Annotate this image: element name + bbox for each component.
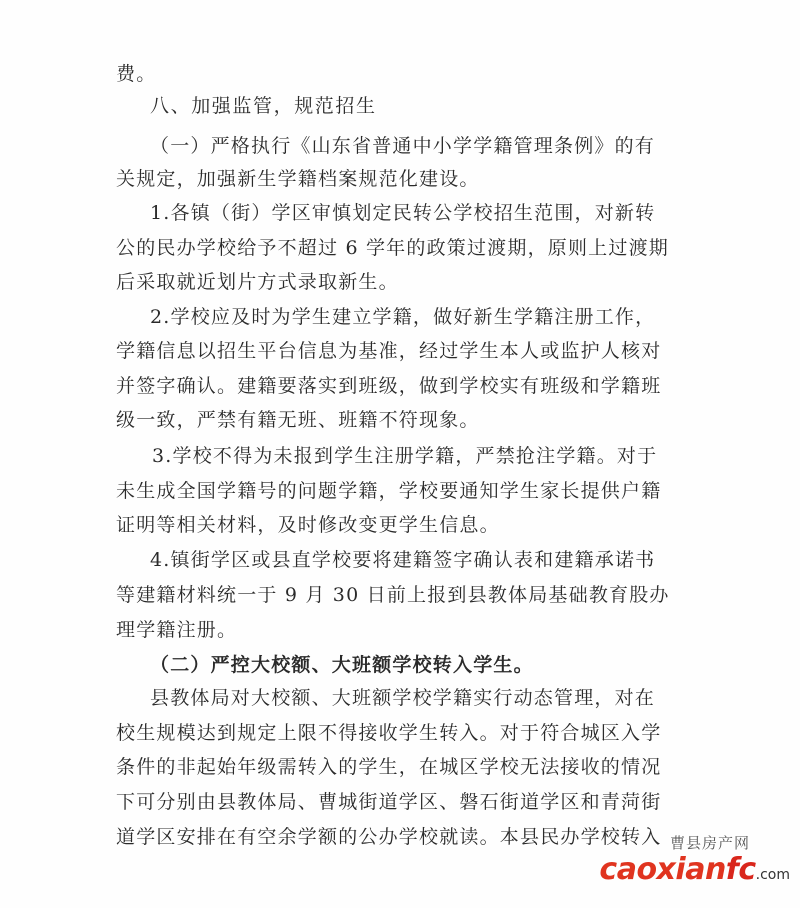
text-line: 理学籍注册。 [116, 619, 238, 641]
text-line: 级一致，严禁有籍无班、班籍不符现象。 [116, 409, 480, 431]
text-line: 校生规模达到规定上限不得接收学生转入。对于符合城区入学 [116, 722, 662, 744]
watermark-domain-suffix: .com [755, 867, 790, 883]
text-line: 后采取就近划片方式录取新生。 [116, 271, 399, 293]
text-line: 道学区安排在有空余学额的公办学校就读。本县民办学校转入 [116, 826, 662, 848]
watermark-logo [599, 852, 790, 893]
text-line: 2.学校应及时为学生建立学籍，做好新生学籍注册工作， [150, 306, 656, 328]
subsection-heading: （一）严格执行《山东省普通中小学学籍管理条例》的有 [150, 135, 656, 157]
text-line: 并签字确认。建籍要落实到班级，做到学校实有班级和学籍班 [116, 375, 662, 397]
site-watermark [590, 832, 790, 894]
text-line: 费。 [116, 63, 157, 85]
text-line: 等建籍材料统一于 9 月 30 日前上报到县教体局基础教育股办 [116, 584, 670, 606]
text-line: 关规定，加强新生学籍档案规范化建设。 [116, 168, 480, 190]
text-line: 下可分别由县教体局、曹城街道学区、磐石街道学区和青菏街 [116, 791, 662, 813]
text-line: 学籍信息以招生平台信息为基准，经过学生本人或监护人核对 [116, 340, 662, 362]
text-line: 4.镇街学区或县直学校要将建籍签字确认表和建籍承诺书 [150, 549, 656, 571]
text-line: 条件的非起始年级需转入的学生，在城区学校无法接收的情况 [116, 756, 662, 778]
section-heading: 八、加强监管，规范招生 [150, 95, 377, 117]
text-line: 县教体局对大校额、大班额学校学籍实行动态管理，对在 [150, 687, 656, 709]
text-line: 未生成全国学籍号的问题学籍，学校要通知学生家长提供户籍 [116, 480, 662, 502]
text-line: 证明等相关材料，及时修改变更学生信息。 [116, 514, 500, 536]
text-line: 公的民办学校给予不超过 6 学年的政策过渡期，原则上过渡期 [116, 237, 669, 259]
watermark-brand-part2: fc [725, 852, 756, 887]
text-line: 3.学校不得为未报到学生注册学籍，严禁抢注学籍。对于 [152, 445, 658, 467]
text-line: 1.各镇（街）学区审慎划定民转公学校招生范围，对新转 [150, 202, 656, 224]
subsection-heading: （二）严控大校额、大班额学校转入学生。 [150, 654, 534, 676]
watermark-brand-part1: caoxian [599, 852, 726, 887]
watermark-chinese-name: 曹县房产网 [669, 834, 750, 852]
